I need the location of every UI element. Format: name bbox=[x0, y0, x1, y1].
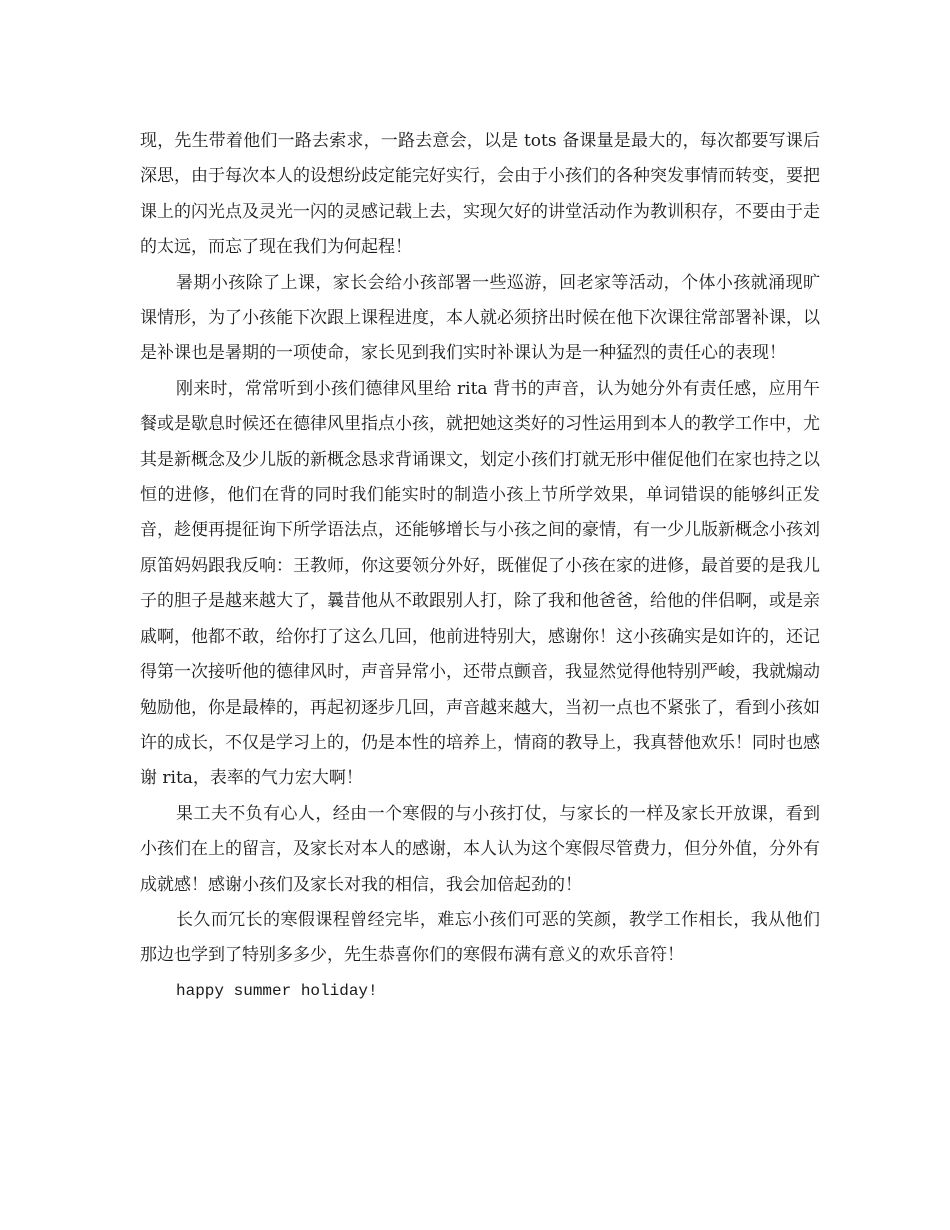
document-body bbox=[140, 124, 820, 1009]
paragraph-1: 现，先生带着他们一路去索求，一路去意会，以是 tots 备课量是最大的，每次都要写课后深思，由于每次本人的设想纷歧定能完好实行，会由于小孩们的各种突发事情而转变，要把课上的闪光点及灵光一闪的灵感记载上去，实现欠好的讲堂活动作为教训积存，不要由于走的太远，而忘了现在我们为何起程！ bbox=[140, 131, 820, 258]
paragraph-5: 长久而冗长的寒假课程曾经完毕，难忘小孩们可恶的笑颜，教学工作相长，我从他们那边也学到了特别多多少，先生恭喜你们的寒假布满有意义的欢乐音符！ bbox=[140, 909, 820, 966]
closing-line: happy summer holiday! bbox=[176, 981, 378, 1000]
paragraph-2: 暑期小孩除了上课，家长会给小孩部署一些巡游，回老家等活动，个体小孩就涌现旷课情形，为了小孩能下次跟上课程进度，本人就必须挤出时候在他下次课往常部署补课，以是补课也是暑期的一项使命，家长见到我们实时补课认为是一种猛烈的责任心的表现！ bbox=[140, 272, 820, 364]
paragraph-3: 刚来时，常常听到小孩们德律风里给 rita 背书的声音，认为她分外有责任感，应用午餐或是歇息时候还在德律风里指点小孩，就把她这类好的习性运用到本人的教学工作中，尤其是新概念及少儿版的新概念恳求背诵课文，划定小孩们打就无形中催促他们在家也持之以恒的进修，他们在背的同时我们能实时的制造小孩上节所学效果，单词错误的能够纠正发音，趁便再提征询下所学语法点，还能够增长与小孩之间的豪情，有一少儿版新概念小孩刘原笛妈妈跟我反响：王教师，你这要领分外好，既催促了小孩在家的进修，最首要的是我儿子的胆子是越来越大了，曩昔他从不敢跟别人打，除了我和他爸爸，给他的伴侣啊，或是亲戚啊，他都不敢，给你打了这么几回，他前进特别大，感谢你！这小孩确实是如许的，还记得第一次接听他的德律风时，声音异常小，还带点颤音，我显然觉得他特别严峻，我就煽动勉励他，你是最棒的，再起初逐步几回，声音越来越大，当初一点也不紧张了，看到小孩如许的成长，不仅是学习上的，仍是本性的培养上，情商的教导上，我真替他欢乐！同时也感谢 rita，表率的气力宏大啊！ bbox=[140, 378, 820, 789]
paragraph-4: 果工夫不负有心人，经由一个寒假的与小孩打仗，与家长的一样及家长开放课，看到小孩们在上的留言，及家长对本人的感谢，本人认为这个寒假尽管费力，但分外值，分外有成就感！感谢小孩们及家长对我的相信，我会加倍起劲的！ bbox=[140, 803, 820, 895]
